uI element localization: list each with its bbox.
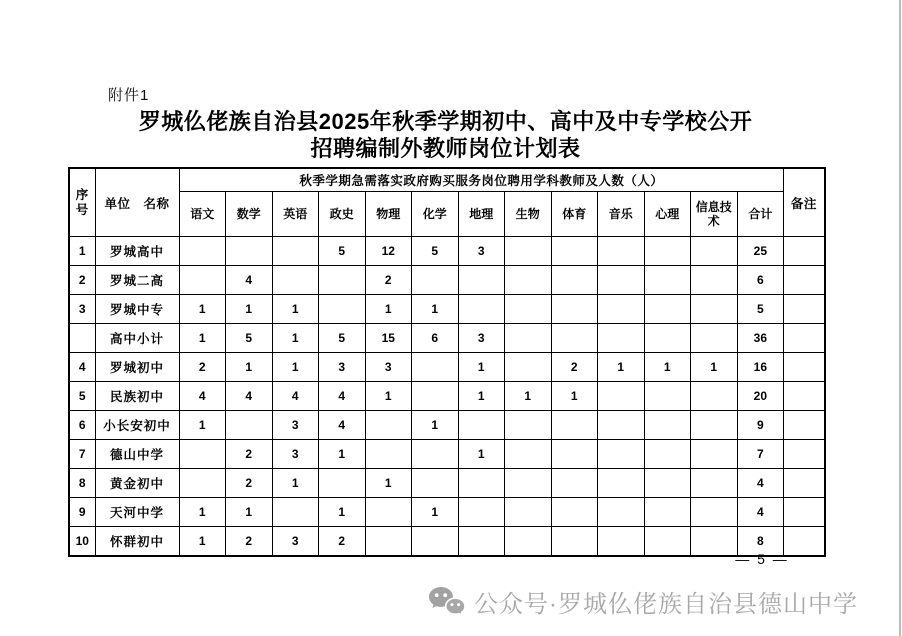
header-subject: 生物 xyxy=(505,192,552,237)
cell-unit-name: 怀群初中 xyxy=(95,527,179,557)
cell-value: 1 xyxy=(179,324,226,353)
table-row xyxy=(69,498,825,527)
cell-unit-name: 罗城二高 xyxy=(95,266,179,295)
cell-seq: 4 xyxy=(69,353,95,382)
cell-value xyxy=(691,469,738,498)
title-line-2: 招聘编制外教师岗位计划表 xyxy=(310,136,581,161)
cell-seq: 2 xyxy=(69,266,95,295)
recruitment-plan-table xyxy=(68,167,826,557)
cell-value xyxy=(598,382,645,411)
cell-value xyxy=(691,440,738,469)
cell-value xyxy=(505,266,552,295)
cell-seq: 9 xyxy=(69,498,95,527)
cell-value xyxy=(365,411,412,440)
table-row xyxy=(69,237,825,266)
cell-value xyxy=(365,527,412,557)
cell-value xyxy=(691,411,738,440)
cell-value xyxy=(644,324,691,353)
table-row xyxy=(69,353,825,382)
cell-total: 4 xyxy=(737,498,784,527)
cell-remark xyxy=(784,498,825,527)
cell-value xyxy=(598,527,645,557)
cell-value xyxy=(319,469,366,498)
header-subject: 音乐 xyxy=(598,192,645,237)
cell-remark xyxy=(784,353,825,382)
cell-value xyxy=(179,440,226,469)
cell-value: 1 xyxy=(226,295,273,324)
cell-value xyxy=(505,237,552,266)
cell-value xyxy=(505,295,552,324)
cell-value xyxy=(505,411,552,440)
cell-value xyxy=(551,266,598,295)
cell-value xyxy=(691,295,738,324)
header-subject: 物理 xyxy=(365,192,412,237)
cell-value: 3 xyxy=(365,353,412,382)
cell-total: 4 xyxy=(737,469,784,498)
cell-value xyxy=(272,498,319,527)
cell-total: 16 xyxy=(737,353,784,382)
cell-total: 5 xyxy=(737,295,784,324)
cell-value: 4 xyxy=(179,382,226,411)
cell-value xyxy=(226,237,273,266)
cell-value: 1 xyxy=(458,353,505,382)
table-row xyxy=(69,324,825,353)
cell-value: 4 xyxy=(226,382,273,411)
cell-value xyxy=(644,411,691,440)
watermark-text: 公众号·罗城仫佬族自治县德山中学 xyxy=(474,591,858,618)
cell-value xyxy=(598,324,645,353)
cell-value xyxy=(272,266,319,295)
header-total: 合计 xyxy=(737,192,784,237)
cell-value: 1 xyxy=(272,324,319,353)
scan-edge-line xyxy=(899,0,901,636)
cell-value: 3 xyxy=(458,324,505,353)
cell-value xyxy=(505,324,552,353)
cell-seq: 5 xyxy=(69,382,95,411)
cell-total: 25 xyxy=(737,237,784,266)
cell-value xyxy=(551,324,598,353)
cell-value: 1 xyxy=(644,353,691,382)
header-subject: 政史 xyxy=(319,192,366,237)
cell-value: 1 xyxy=(458,382,505,411)
cell-value xyxy=(319,266,366,295)
cell-value: 1 xyxy=(598,353,645,382)
header-subject: 体育 xyxy=(551,192,598,237)
cell-seq: 8 xyxy=(69,469,95,498)
cell-value: 1 xyxy=(226,353,273,382)
cell-value xyxy=(179,469,226,498)
cell-value xyxy=(458,411,505,440)
cell-value: 1 xyxy=(319,498,366,527)
cell-value xyxy=(598,237,645,266)
cell-seq: 10 xyxy=(69,527,95,557)
header-span-title: 秋季学期急需落实政府购买服务岗位聘用学科教师及人数（人） xyxy=(179,168,784,192)
header-subject: 信息技术 xyxy=(691,192,738,237)
cell-total: 20 xyxy=(737,382,784,411)
cell-unit-name: 小长安初中 xyxy=(95,411,179,440)
cell-value: 4 xyxy=(319,382,366,411)
cell-unit-name: 天河中学 xyxy=(95,498,179,527)
cell-value xyxy=(412,440,459,469)
cell-unit-name: 民族初中 xyxy=(95,382,179,411)
cell-total: 6 xyxy=(737,266,784,295)
cell-value xyxy=(412,527,459,557)
cell-remark xyxy=(784,295,825,324)
cell-value: 1 xyxy=(458,440,505,469)
cell-value xyxy=(551,498,598,527)
cell-value xyxy=(319,295,366,324)
cell-value xyxy=(458,295,505,324)
cell-value xyxy=(691,237,738,266)
cell-value xyxy=(644,440,691,469)
cell-value: 1 xyxy=(412,411,459,440)
table-row xyxy=(69,469,825,498)
cell-unit-name: 黄金初中 xyxy=(95,469,179,498)
cell-value: 2 xyxy=(319,527,366,557)
cell-unit-name: 罗城中专 xyxy=(95,295,179,324)
cell-value: 6 xyxy=(412,324,459,353)
table-row xyxy=(69,382,825,411)
cell-remark xyxy=(784,266,825,295)
cell-remark xyxy=(784,469,825,498)
cell-value xyxy=(598,411,645,440)
cell-value: 2 xyxy=(365,266,412,295)
cell-value: 1 xyxy=(365,469,412,498)
cell-seq: 7 xyxy=(69,440,95,469)
cell-value xyxy=(458,498,505,527)
cell-value xyxy=(644,295,691,324)
cell-value xyxy=(226,411,273,440)
cell-value: 1 xyxy=(365,295,412,324)
table-row xyxy=(69,266,825,295)
cell-value xyxy=(691,266,738,295)
cell-value xyxy=(644,527,691,557)
cell-value xyxy=(458,469,505,498)
cell-value xyxy=(505,353,552,382)
cell-value: 15 xyxy=(365,324,412,353)
header-subject: 心理 xyxy=(644,192,691,237)
cell-value: 1 xyxy=(272,295,319,324)
cell-value: 1 xyxy=(272,469,319,498)
cell-value: 1 xyxy=(412,498,459,527)
cell-value: 3 xyxy=(458,237,505,266)
cell-total: 9 xyxy=(737,411,784,440)
cell-total: 7 xyxy=(737,440,784,469)
header-unit-name: 单位 名称 xyxy=(95,168,179,237)
cell-value xyxy=(505,469,552,498)
cell-value: 1 xyxy=(505,382,552,411)
cell-value xyxy=(412,266,459,295)
attachment-label: 附件1 xyxy=(108,87,150,104)
cell-value: 4 xyxy=(272,382,319,411)
cell-value xyxy=(412,469,459,498)
cell-value: 3 xyxy=(319,353,366,382)
cell-value: 5 xyxy=(319,324,366,353)
cell-value xyxy=(598,440,645,469)
cell-value: 1 xyxy=(319,440,366,469)
cell-value: 3 xyxy=(272,527,319,557)
cell-value xyxy=(458,527,505,557)
table-row xyxy=(69,295,825,324)
cell-value: 1 xyxy=(179,411,226,440)
cell-value xyxy=(412,382,459,411)
cell-value: 12 xyxy=(365,237,412,266)
wechat-icon xyxy=(428,586,466,618)
header-subject: 语文 xyxy=(179,192,226,237)
cell-seq: 6 xyxy=(69,411,95,440)
cell-value: 1 xyxy=(365,382,412,411)
cell-value: 4 xyxy=(319,411,366,440)
cell-value xyxy=(551,527,598,557)
cell-value: 2 xyxy=(551,353,598,382)
header-subject: 英语 xyxy=(272,192,319,237)
cell-value xyxy=(551,237,598,266)
title-line-1: 罗城仫佬族自治县2025年秋季学期初中、高中及中专学校公开 xyxy=(138,109,753,134)
cell-value xyxy=(179,266,226,295)
cell-total: 36 xyxy=(737,324,784,353)
cell-value xyxy=(598,498,645,527)
cell-value: 1 xyxy=(179,295,226,324)
cell-value xyxy=(691,324,738,353)
table-row xyxy=(69,440,825,469)
cell-value xyxy=(691,382,738,411)
cell-value: 1 xyxy=(179,498,226,527)
cell-value xyxy=(365,440,412,469)
cell-unit-name: 高中小计 xyxy=(95,324,179,353)
cell-value: 4 xyxy=(226,266,273,295)
table-row xyxy=(69,411,825,440)
cell-value xyxy=(644,266,691,295)
cell-value: 2 xyxy=(226,527,273,557)
cell-value xyxy=(412,353,459,382)
cell-value: 2 xyxy=(226,440,273,469)
cell-value xyxy=(644,382,691,411)
header-subject: 化学 xyxy=(412,192,459,237)
cell-value: 1 xyxy=(691,353,738,382)
cell-value xyxy=(644,498,691,527)
cell-unit-name: 罗城初中 xyxy=(95,353,179,382)
cell-value xyxy=(644,237,691,266)
wechat-watermark xyxy=(428,584,858,619)
cell-value: 1 xyxy=(179,527,226,557)
cell-value xyxy=(598,295,645,324)
page-number: — 5 — xyxy=(735,551,789,567)
cell-remark xyxy=(784,440,825,469)
cell-value xyxy=(179,237,226,266)
cell-value xyxy=(644,469,691,498)
cell-remark xyxy=(784,324,825,353)
cell-seq: 1 xyxy=(69,237,95,266)
cell-value: 2 xyxy=(226,469,273,498)
cell-value: 1 xyxy=(272,353,319,382)
subject-header-row xyxy=(69,192,825,237)
cell-value xyxy=(691,498,738,527)
cell-value: 3 xyxy=(272,411,319,440)
header-seq: 序号 xyxy=(69,168,95,237)
cell-seq xyxy=(69,324,95,353)
cell-remark xyxy=(784,237,825,266)
cell-value: 1 xyxy=(412,295,459,324)
cell-value xyxy=(551,469,598,498)
cell-value xyxy=(505,498,552,527)
cell-value: 5 xyxy=(226,324,273,353)
header-subject: 地理 xyxy=(458,192,505,237)
cell-value xyxy=(551,295,598,324)
cell-value xyxy=(598,266,645,295)
cell-remark xyxy=(784,411,825,440)
cell-seq: 3 xyxy=(69,295,95,324)
cell-value xyxy=(598,469,645,498)
cell-value: 5 xyxy=(412,237,459,266)
cell-value xyxy=(505,527,552,557)
cell-value: 2 xyxy=(179,353,226,382)
cell-unit-name: 德山中学 xyxy=(95,440,179,469)
cell-value: 3 xyxy=(272,440,319,469)
document-title xyxy=(68,108,823,162)
cell-value: 1 xyxy=(551,382,598,411)
header-subject: 数学 xyxy=(226,192,273,237)
header-remark: 备注 xyxy=(784,168,825,237)
cell-value xyxy=(505,440,552,469)
cell-unit-name: 罗城高中 xyxy=(95,237,179,266)
cell-value: 1 xyxy=(226,498,273,527)
cell-value xyxy=(551,440,598,469)
cell-value xyxy=(551,411,598,440)
cell-total: 8 xyxy=(737,527,784,557)
cell-value xyxy=(272,237,319,266)
cell-value xyxy=(365,498,412,527)
cell-remark xyxy=(784,382,825,411)
cell-value: 5 xyxy=(319,237,366,266)
cell-value xyxy=(458,266,505,295)
